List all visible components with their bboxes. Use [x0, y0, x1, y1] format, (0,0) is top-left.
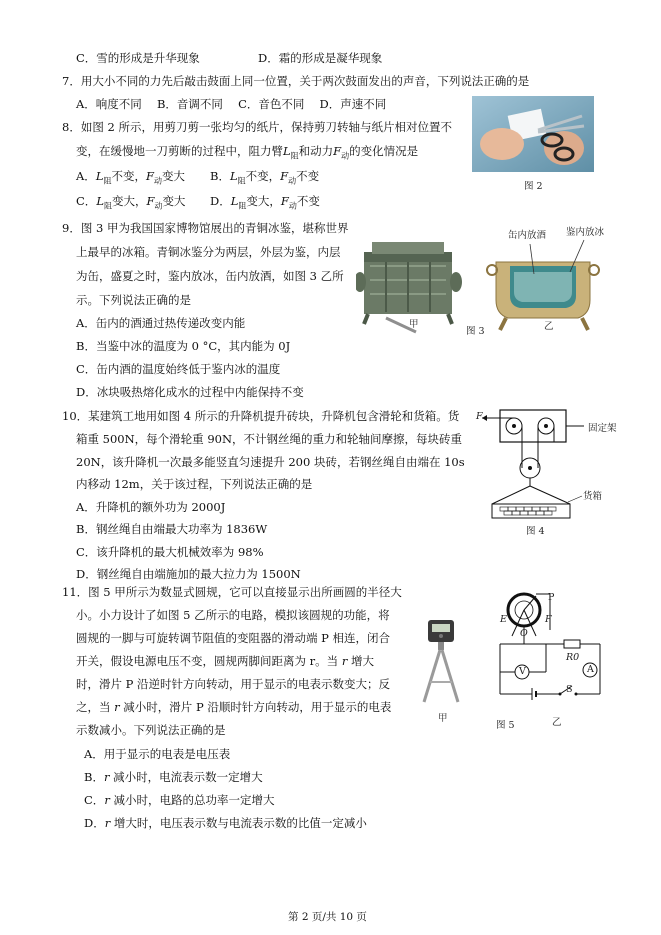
figure-4-label-cargo-box: 货箱 — [583, 491, 603, 502]
q8-option-d: D．$L_阻$变大，$F_动$不变 — [210, 194, 320, 211]
q9-stem-line1: 9．图 3 甲为我国国家博物馆展出的青铜冰鉴，堪称世界 — [62, 221, 349, 235]
q10-stem-line2: 箱重 500N，每个滑轮重 90N，不计钢丝绳的重力和轮轴间摩擦，每块砖重 — [76, 432, 463, 446]
figure-2-scissors-photo — [472, 96, 594, 172]
q8-stem-line1: 8．如图 2 所示，用剪刀剪一张均匀的纸片，保持剪刀转轴与纸片相对位置不 — [62, 120, 452, 134]
figure-5-label-yi: 乙 — [552, 717, 562, 728]
q8-option-c: C．$L_阻$变大，$F_动$变大 — [76, 194, 186, 211]
q11-option-c: C．r 减小时，电路的总功率一定增大 — [84, 793, 275, 807]
q10-option-b: B．钢丝绳自由端最大功率为 1836W — [76, 522, 268, 536]
page-number-footer: 第 2 页/共 10 页 — [288, 911, 367, 923]
q10-stem-line3: 20N，该升降机一次最多能竖直匀速提升 200 块砖，若钢丝绳自由端在 10s — [76, 455, 465, 469]
figure-5-caption: 图 5 — [496, 720, 515, 731]
circuit-label-E: E — [500, 614, 507, 625]
q8-stem-line2: 变，在缓慢地一刀剪断的过程中，阻力臂$L_阻$和动力$F_动$的变化情况是 — [76, 144, 419, 161]
q10-option-d: D．钢丝绳自由端施加的最大拉力为 1500N — [76, 567, 301, 581]
q8-option-a: A．$L_阻$不变，$F_动$变大 — [76, 169, 185, 186]
q10-stem-line1: 10．某建筑工地用如图 4 所示的升降机提升砖块，升降机包含滑轮和货箱。货 — [62, 409, 460, 423]
figure-4-caption: 图 4 — [526, 526, 545, 537]
q9-stem-line4: 示。下列说法正确的是 — [76, 293, 191, 307]
q6-option-d: D．霜的形成是凝华现象 — [258, 51, 383, 65]
q11-stem-line7: 示数减小。下列说法正确的是 — [76, 723, 226, 737]
q9-option-d: D．冰块吸热熔化成水的过程中内能保持不变 — [76, 385, 304, 399]
figure-3-label-yi: 乙 — [544, 321, 554, 332]
figure-3-caption: 图 3 — [466, 326, 485, 337]
q11-stem-line1: 11．图 5 甲所示为数显式圆规，它可以直接显示出所画圆的半径大 — [62, 585, 402, 599]
q6-option-c: C．雪的形成是升华现象 — [76, 51, 200, 65]
circuit-voltmeter-V: V — [519, 666, 526, 677]
q10-option-a: A．升降机的额外功为 2000J — [76, 500, 226, 514]
q11-option-b: B．r 减小时，电流表示数一定增大 — [84, 770, 263, 784]
q9-option-c: C．缶内酒的温度始终低于鉴内冰的温度 — [76, 362, 281, 376]
q11-stem-line2: 小。小力设计了如图 5 乙所示的电路，模拟该圆规的功能，将 — [76, 608, 390, 622]
circuit-ammeter-A: A — [587, 664, 594, 675]
q7-stem: 7．用大小不同的力先后敲击鼓面上同一位置，关于两次鼓面发出的声音，下列说法正确的是 — [62, 74, 530, 88]
circuit-label-O: O — [520, 628, 528, 639]
q11-stem-line4: 开关，假设电源电压不变，圆规两脚间距离为 r。当 r 增大 — [76, 654, 374, 668]
q7-options: A．响度不同 B．音调不同 C．音色不同 D．声速不同 — [76, 97, 387, 111]
q11-stem-line3: 圆规的一脚与可旋转调节阻值的变阻器的滑动端 P 相连，闭合 — [76, 631, 391, 645]
q11-stem-line6: 之，当 r 减小时，滑片 P 沿顺时针方向转动，用于显示的电表 — [76, 700, 392, 714]
q11-option-a: A．用于显示的电表是电压表 — [84, 747, 231, 761]
figure-5-label-jia: 甲 — [438, 713, 448, 724]
figure-4-label-F: F — [476, 411, 483, 422]
figure-3-label-jia: 甲 — [409, 319, 419, 330]
circuit-label-F: F — [545, 614, 552, 625]
q8-option-b: B．$L_阻$不变，$F_动$不变 — [210, 169, 320, 186]
figure-5-compass-photo — [410, 616, 472, 708]
q10-stem-line4: 内移动 12m，关于该过程，下列说法正确的是 — [76, 477, 313, 491]
q10-option-c: C．该升降机的最大机械效率为 98% — [76, 545, 264, 559]
figure-4-label-fixed-frame: 固定架 — [588, 423, 617, 434]
circuit-label-R0: R0 — [566, 652, 580, 663]
figure-3 — [356, 222, 610, 336]
q9-stem-line2: 上最早的冰箱。青铜冰鉴分为两层，外层为鉴，内层 — [76, 245, 341, 259]
label-wine-in-fou: 缶内放酒 — [508, 230, 547, 241]
figure-5-circuit-diagram — [490, 584, 610, 714]
circuit-switch-S: S — [566, 684, 573, 695]
figure-2-caption: 图 2 — [524, 181, 543, 192]
label-ice-in-jian: 鉴内放冰 — [566, 227, 605, 238]
q11-stem-line5: 时，滑片 P 沿逆时针方向转动，用于显示的电表示数变大；反 — [76, 677, 391, 691]
circuit-label-P: P — [548, 592, 555, 603]
q9-stem-line3: 为缶，盛夏之时，鉴内放冰，缶内放酒，如图 3 乙所 — [76, 269, 344, 283]
q11-option-d: D．r 增大时，电压表示数与电流表示数的比值一定减小 — [84, 816, 367, 830]
q9-option-b: B．当鉴中冰的温度为 0 °C，其内能为 0J — [76, 339, 291, 353]
q9-option-a: A．缶内的酒通过热传递改变内能 — [76, 316, 246, 330]
bronze-jian-cross-section — [487, 240, 599, 330]
